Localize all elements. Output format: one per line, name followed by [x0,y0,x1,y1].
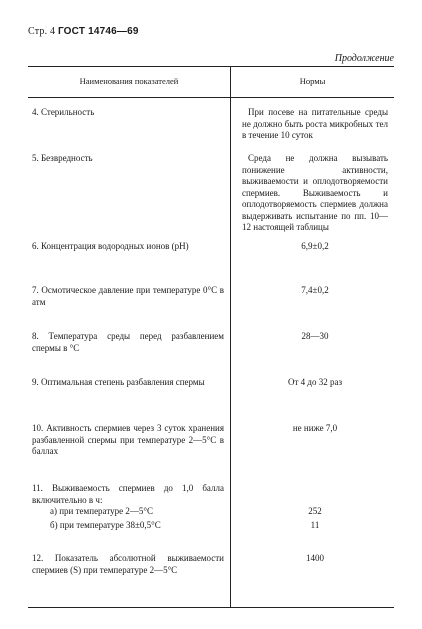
indicator-norm: 1400 [306,553,324,563]
indicator-name: 10. Активность спермиев через 3 суток хранения разбавленной спермы при температуре 2—5°С в баллах [32,423,224,456]
norms-table [28,66,394,608]
column-header-indicators: Наименования показателей [79,76,179,86]
sub-indicator-norm: 252 [308,506,322,516]
indicator-norm: Среда не должна вызывать понижение активности, выживаемости и оплодотворяемости спермиев. Выживаемость и оплодотворяемость спермиев должна выдерживать испытание по пп. 10—12 настоящей таблицы [242,153,388,232]
continued-label: Продолжение [334,53,394,64]
header-divider [28,97,394,98]
indicator-name: 11. Выживаемость спермиев до 1,0 балла включительно в ч: [32,483,224,505]
indicator-name: 12. Показатель абсолютной выживаемости спермиев (S) при температуре 2—5°С [32,553,224,575]
indicator-norm: 6,9±0,2 [301,241,329,251]
column-header-norms: Нормы [299,76,326,86]
sub-indicator-label: б) при температуре 38±0,5°С [50,520,161,530]
indicator-norm: От 4 до 32 раз [287,377,343,387]
page-number: Стр. 4 [28,26,56,37]
standard-code: ГОСТ 14746—69 [57,26,139,37]
indicator-name: 5. Безвредность [32,153,93,163]
indicator-norm: не ниже 7,0 [292,423,338,433]
indicator-norm: 7,4±0,2 [301,285,329,295]
indicator-norm: При посеве на питательные среды не должно быть роста микробных тел в течение 10 суток [242,107,388,140]
indicator-norm: 28—30 [301,331,329,341]
sub-indicator-norm: 11 [310,520,320,530]
page-header [28,26,139,37]
sub-indicator-label: а) при температуре 2—5°С [50,506,153,516]
indicator-name: 6. Концентрация водородных ионов (pH) [32,241,189,251]
indicator-name: 7. Осмотическое давление при температуре 0°С в атм [32,285,224,307]
indicator-name: 8. Температура среды перед разбавлением спермы в °С [32,331,224,353]
indicator-name: 9. Оптимальная степень разбавления спермы [32,377,205,387]
indicator-name: 4. Стерильность [32,107,95,117]
column-divider [230,67,231,607]
